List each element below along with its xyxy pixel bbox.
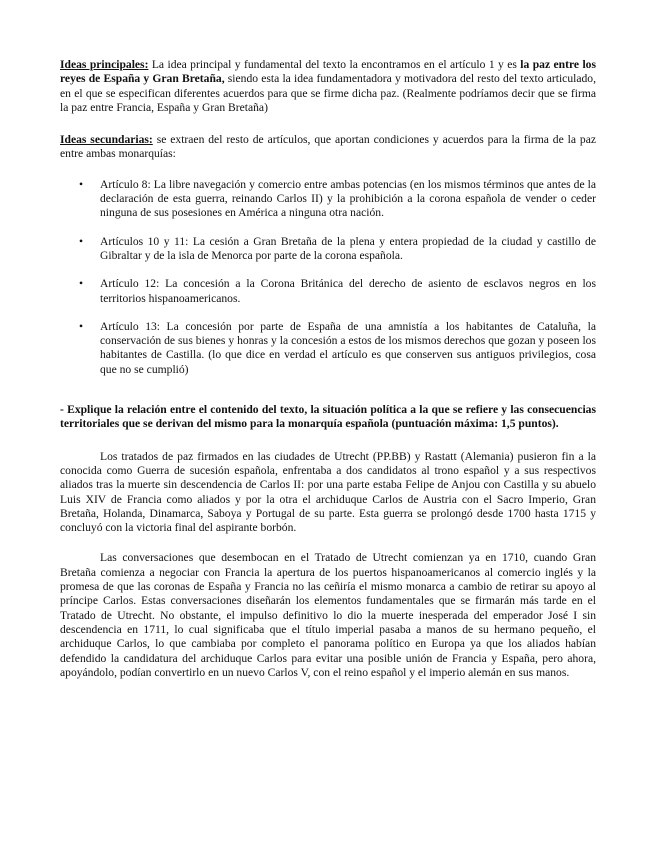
main-ideas-paragraph [60,58,596,115]
list-item [60,178,596,221]
main-ideas-text-2: siendo esta la idea fundamentadora y motivadora del resto del texto articulado, en el que se especifican diferentes acuerdos para que se firme dicha paz. (Realmente podríamos decir que se firma la paz entre Francia, España y Gran Bretaña) [60,72,596,114]
bullet-icon: • [79,177,84,191]
list-item [60,277,596,306]
list-item [60,235,596,264]
article-12-text: Artículo 12: La concesión a la Corona Británica del derecho de asiento de esclavos negros en los territorios hispanoamericanos. [100,277,596,305]
body-paragraph-1: Los tratados de paz firmados en las ciudades de Utrecht (PP.BB) y Rastatt (Alemania) pusieron fin a la conocida como Guerra de sucesión española, enfrentaba a dos candidatos al trono español y a sus respectivos aliados tras la muerte sin descendencia de Carlos II: por una parte estaba Felipe de Anjou con Castilla y su abuelo Luis XIV de Francia como aliados y por la otra el archiduque Carlos de Austria con el Sacro Imperio, Gran Bretaña, Holanda, Dinamarca, Saboya y Portugal de su parte. Esta guerra se prolongó desde 1700 hasta 1715 y concluyó con la victoria final del aspirante borbón. [60,449,596,535]
document-page [60,58,596,680]
bullet-icon: • [79,277,84,291]
main-ideas-bold: la paz entre los reyes de España y Gran Bretaña, [60,58,596,86]
secondary-ideas-paragraph [60,133,596,162]
list-item [60,320,596,377]
question-heading: - Explique la relación entre el contenido del texto, la situación política a la que se refiere y las consecuencias territoriales que se derivan del mismo para la monarquía española (puntuación máxima: 1,5 puntos). [60,403,596,431]
main-ideas-text-1: La idea principal y fundamental del texto la encontramos en el artículo 1 y es [148,58,521,71]
main-ideas-heading: Ideas principales: [60,58,149,71]
articles-list [60,178,596,377]
article-10-11-text: Artículos 10 y 11: La cesión a Gran Bretaña de la plena y entera propiedad de la ciudad y castillo de Gibraltar y de la isla de Menorca por parte de la corona española. [100,234,596,262]
body-paragraph-2: Las conversaciones que desembocan en el Tratado de Utrecht comienzan ya en 1710, cuando Gran Bretaña comienza a negociar con Francia la apertura de los puertos hispanoamericanos al comercio inglés y la promesa de que las coronas de España y Francia no las ceñiría el mismo monarca a cambio de retirar su apoyo al príncipe Carlos. Estas conversaciones diseñarán los elementos fundamentales que se firmarán más tarde en el Tratado de Utrecht. No obstante, el impulso definitivo lo dio la muerte inesperada del emperador José I sin descendencia en 1711, lo cual significaba que el título imperial pasaba a manos de su hermano pequeño, el archiduque Carlos, lo que cambiaba por completo el panorama político en Europa ya que los aliados habían defendido la candidatura del archiduque Carlos para evitar una posible unión de Francia y España, pero ahora, apoyándolo, podían convertirlo en un nuevo Carlos V, con el reino español y el imperio alemán en sus manos. [60,551,596,679]
article-13-text: Artículo 13: La concesión por parte de España de una amnistía a los habitantes de Cataluña, la conservación de sus bienes y honras y la concesión a estos de los mismos derechos que gozan y poseen los habitantes de Castilla. (lo que dice en verdad el artículo es que conserven sus antiguos privilegios, cosa que no se cumplió) [100,319,596,376]
bullet-icon: • [79,319,84,333]
secondary-ideas-heading: Ideas secundarias: [60,133,153,147]
secondary-ideas-text: se extraen del resto de artículos, que aportan condiciones y acuerdos para la firma de la paz entre ambas monarquías: [60,133,596,161]
article-8-text: Artículo 8: La libre navegación y comercio entre ambas potencias (en los mismos términos que antes de la declaración de esta guerra, reinando Carlos II) y la prohibición a la corona española de vender o ceder ninguna de sus posesiones en América a ninguna otra nación. [100,177,596,220]
bullet-icon: • [79,234,84,248]
